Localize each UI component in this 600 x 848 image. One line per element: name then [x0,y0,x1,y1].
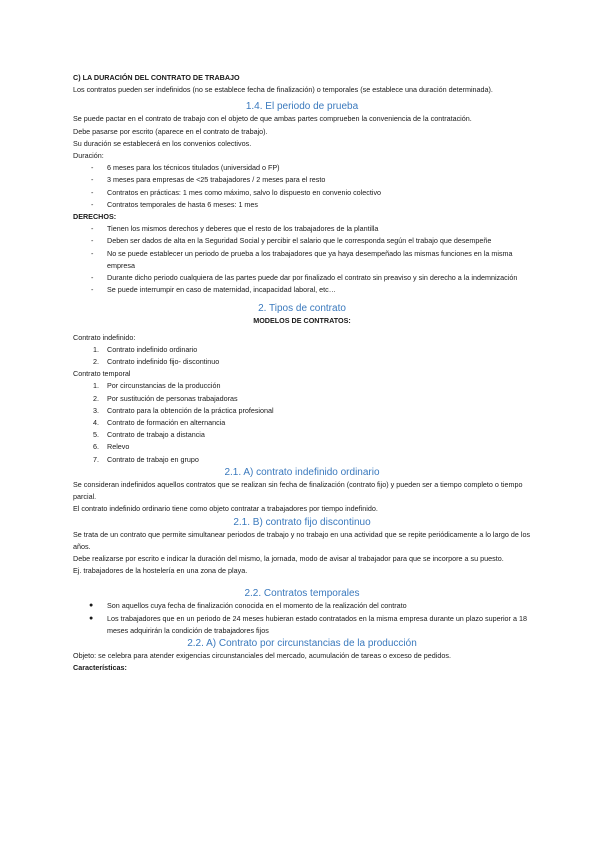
heading-indefinido-ordinario: 2.1. A) contrato indefinido ordinario [224,466,380,478]
list-item: - Contratos temporales de hasta 6 meses: 1 mes [73,199,531,211]
paragraph: El contrato indefinido ordinario tiene como objeto contratar a trabajadores por tiempo indefinido. [73,504,378,514]
dash-bullet-icon: - [91,285,94,295]
dash-bullet-icon: - [91,187,94,197]
bullet-dot-icon: ● [89,614,94,622]
duracion-label: Duración: [73,151,104,161]
paragraph: Ej. trabajadores de la hostelería en una zona de playa. [73,566,248,576]
paragraph: Se consideran indefinidos aquellos contratos que se realizan sin fecha de finalización (contrato fijo) y pueden ser a tiempo completo o tiempo parcial. [73,479,523,502]
paragraph: Debe realizarse por escrito e indicar la duración del mismo, la jornada, modo de avisar al trabajador para que se incorpore a su puesto. [73,553,504,563]
dash-bullet-icon: - [91,248,94,258]
list-item: ● Los trabajadores que en un periodo de 24 meses hubieran estado contratados en la misma empresa durante un plazo superior a 18 meses adquirirán la condición de trabajadores fijos [89,613,527,635]
indefinido-list [73,344,531,368]
list-item: 5. Contrato de trabajo a distancia [93,430,205,440]
subheading-modelos: MODELOS DE CONTRATOS: [253,316,351,326]
list-item: 4. Contrato de formación en alternancia [93,418,226,428]
paragraph: Los contratos pueden ser indefinidos (no se establece fecha de finalización) o temporales (se establece una duración determinada). [73,85,493,95]
list-item: - No se puede establecer un periodo de prueba a los trabajadores que ya haya desempeñado las mismas funciones en la misma empresa [91,248,513,270]
list-item: 2. Contrato indefinido fijo- discontinuo [93,357,220,367]
list-item: 1. Contrato indefinido ordinario [93,344,198,354]
caracteristicas-label: Características: [73,663,127,673]
list-item: 3. Contrato para la obtención de la práctica profesional [93,405,274,415]
heading-contratos-temporales: 2.2. Contratos temporales [244,588,360,600]
temporal-list [73,380,531,465]
indefinido-label: Contrato indefinido: [73,332,136,342]
dash-bullet-icon: - [91,224,94,234]
list-item: - Deben ser dados de alta en la Seguridad Social y percibir el salario que le corresponda según el trabajo que desempeñe [73,235,531,247]
list-item: 7. Contrato de trabajo en grupo [93,454,199,464]
list-item: 2. Por sustitución de personas trabajadoras [93,393,238,403]
list-item: - Durante dicho periodo cualquiera de las partes puede dar por finalizado el contrato sin preaviso y sin derecho a la indemnización [73,272,531,284]
dash-bullet-icon: - [91,175,94,185]
dash-bullet-icon: - [91,199,94,209]
list-item: - 3 meses para empresas de <25 trabajadores / 2 meses para el resto [73,174,531,186]
list-item: 6. Relevo [93,442,130,452]
temporal-label: Contrato temporal [73,369,131,379]
list-item: - Tienen los mismos derechos y deberes que el resto de los trabajadores de la plantilla [73,223,531,235]
paragraph: Objeto: se celebra para atender exigencias circunstanciales del mercado, acumulación de tareas o exceso de pedidos. [73,650,451,660]
paragraph: Su duración se establecerá en los convenios colectivos. [73,138,252,148]
paragraph: Se trata de un contrato que permite simultanear periodos de trabajo y no trabajo en una actividad que se repite periódicamente a lo largo de los años. [73,529,531,551]
list-item: ● Son aquellos cuya fecha de finalización conocida en el momento de la realización del contrato [73,600,531,612]
paragraph: Se puede pactar en el contrato de trabajo con el objeto de que ambas partes comprueben la conveniencia de la contratación. [73,114,472,124]
heading-periodo-prueba: 1.4. El periodo de prueba [245,101,359,113]
dash-bullet-icon: - [91,273,94,283]
derechos-label: DERECHOS: [73,212,117,222]
dash-bullet-icon: - [91,163,94,173]
list-item: 1. Por circunstancias de la producción [93,381,221,391]
heading-circunstancias-produccion: 2.2. A) Contrato por circunstancias de la producción [187,637,417,649]
list-item: - 6 meses para los técnicos titulados (universidad o FP) [73,162,531,174]
derechos-list [73,223,531,296]
document-body [73,72,531,674]
bullet-dot-icon: ● [89,602,94,610]
heading-tipos-contrato: 2. Tipos de contrato [258,303,346,315]
duracion-list [73,162,531,211]
paragraph: Debe pasarse por escrito (aparece en el contrato de trabajo). [73,126,268,136]
heading-fijo-discontinuo: 2.1. B) contrato fijo discontinuo [233,516,371,528]
dash-bullet-icon: - [91,236,94,246]
list-item: - Se puede interrumpir en caso de maternidad, incapacidad laboral, etc… [73,284,531,296]
list-item: - Contratos en prácticas: 1 mes como máximo, salvo lo dispuesto en convenio colectivo [73,187,531,199]
temporales-list [73,600,531,637]
section-title: C) LA DURACIÓN DEL CONTRATO DE TRABAJO [73,73,240,82]
